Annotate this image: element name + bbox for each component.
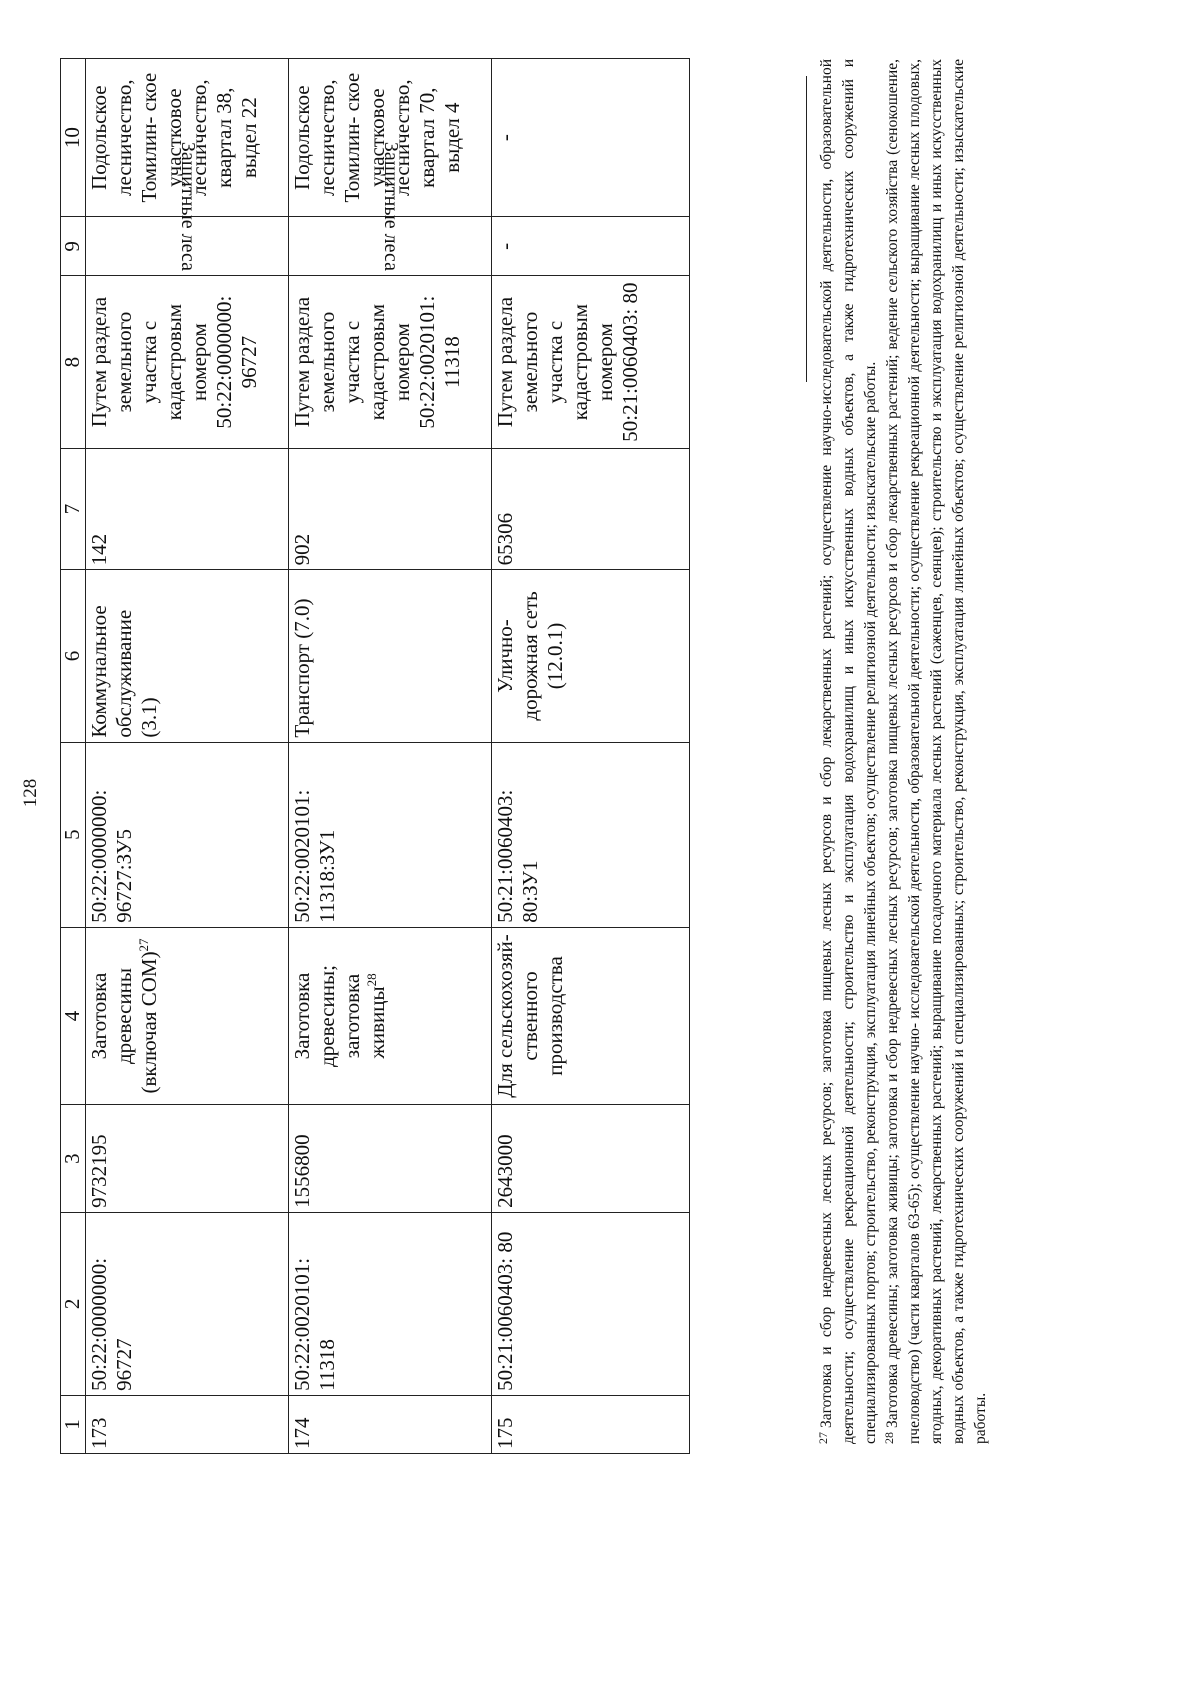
land-plots-table bbox=[60, 58, 690, 1454]
column-header: 2 bbox=[61, 1212, 86, 1395]
page-number: 128 bbox=[20, 778, 41, 808]
forest-use-text: Заготовка древесины (включая СОМ) bbox=[87, 951, 161, 1094]
footnotes bbox=[816, 59, 992, 1444]
column-number-row bbox=[61, 59, 86, 1454]
column-header: 10 bbox=[61, 59, 86, 217]
table-row bbox=[289, 59, 492, 1454]
permitted-use-cell: Коммунальное обслуживание (3.1) bbox=[86, 570, 289, 742]
column-header: 5 bbox=[61, 742, 86, 927]
plot-designation-cell: 50:21:0060403: 80:ЗУ1 bbox=[492, 742, 690, 927]
plot-designation-cell: 50:22:0020101: 11318:ЗУ1 bbox=[289, 742, 492, 927]
footnote-27 bbox=[816, 59, 882, 1444]
forest-use-cell bbox=[86, 927, 289, 1105]
location-cell: Подольское лесничество, Томилин- ское участковое лесничество, квартал 70, выдел 4 bbox=[289, 59, 492, 217]
column-header: 9 bbox=[61, 217, 86, 276]
plot-area-cell: 142 bbox=[86, 448, 289, 570]
cadastral-number-cell: 50:21:0060403: 80 bbox=[492, 1212, 690, 1395]
footnote-text: Заготовка и сбор недревесных лесных ресурсов; заготовка пищевых лесных ресурсов и сбор лекарственных растений; осуществление научно-исследовательской деятельности, образовательной деятельности; осуществление рекреационной деятельности; строительство и эксплуатация водохранилищ и иных искусственных водных объектов, а также гидротехнических сооружений и специализированных портов; строительство, реконструкция, эксплуатация линейных объектов; осуществление религиозной деятельности; изыскательские работы. bbox=[818, 59, 879, 1444]
footnote-separator bbox=[806, 76, 807, 382]
formation-method-cell: Путем раздела земельного участка с кадастровым номером 50:22:0000000: 96727 bbox=[86, 276, 289, 448]
forest-category-text: Защитные леса bbox=[380, 142, 402, 272]
forest-category-cell bbox=[492, 217, 690, 276]
permitted-use-cell: Транспорт (7.0) bbox=[289, 570, 492, 742]
row-number-cell: 175 bbox=[492, 1395, 690, 1453]
footnote-28 bbox=[882, 59, 992, 1444]
footnote-number: 28 bbox=[882, 1432, 896, 1444]
plot-area-cell: 65306 bbox=[492, 448, 690, 570]
location-cell: Подольское лесничество, Томилин- ское участковое лесничество, квартал 38, выдел 22 bbox=[86, 59, 289, 217]
table-row bbox=[86, 59, 289, 1454]
permitted-use-cell: Улично- дорожная сеть (12.0.1) bbox=[492, 570, 690, 742]
column-header: 3 bbox=[61, 1105, 86, 1213]
forest-use-text: Для сельскохозяй- ственного производства bbox=[493, 934, 567, 1098]
cadastral-number-cell: 50:22:0020101: 11318 bbox=[289, 1212, 492, 1395]
area-cell: 1556800 bbox=[289, 1105, 492, 1213]
formation-method-cell: Путем раздела земельного участка с кадастровым номером 50:22:0020101: 11318 bbox=[289, 276, 492, 448]
footnote-text: Заготовка древесины; заготовка живицы; заготовка и сбор недревесных лесных ресурсов; заготовка пищевых лесных ресурсов и сбор лекарственных растений; ведение сельского хозяйства (сенокошение, пчеловодство) (части кварталов 63-65); осуществление научно- исследовательской деятельности, образовательной деятельности; осуществление рекреационной деятельности; выращивание лесных плодовых, ягодных, декоративных растений, лекарственных растений; выращивание посадочного материала лесных растений (саженцев, сеянцев); строительство и эксплуатация водохранилищ и иных искусственных водных объектов, а также гидротехнических сооружений и специализированных; строительство, реконструкция, эксплуатация линейных объектов; осуществление религиозной деятельности; изыскательские работы. bbox=[884, 59, 989, 1444]
cadastral-number-cell: 50:22:0000000: 96727 bbox=[86, 1212, 289, 1395]
row-number-cell: 174 bbox=[289, 1395, 492, 1453]
formation-method-cell: Путем раздела земельного участка с кадастровым номером 50:21:0060403: 80 bbox=[492, 276, 690, 448]
forest-use-text: Заготовка древесины; заготовка живицы bbox=[290, 965, 389, 1067]
plot-area-cell: 902 bbox=[289, 448, 492, 570]
area-cell: 9732195 bbox=[86, 1105, 289, 1213]
forest-use-cell bbox=[492, 927, 690, 1105]
footnote-number: 27 bbox=[816, 1432, 830, 1444]
forest-category-text: Защитные леса bbox=[177, 142, 199, 272]
column-header: 8 bbox=[61, 276, 86, 448]
column-header: 7 bbox=[61, 448, 86, 570]
column-header: 4 bbox=[61, 927, 86, 1105]
forest-category-cell bbox=[86, 142, 289, 276]
forest-category-text: - bbox=[493, 242, 517, 250]
table-row bbox=[492, 59, 690, 1454]
column-header: 1 bbox=[61, 1395, 86, 1453]
plot-designation-cell: 50:22:0000000: 96727:ЗУ5 bbox=[86, 742, 289, 927]
location-cell: - bbox=[492, 59, 690, 217]
column-header: 6 bbox=[61, 570, 86, 742]
footnote-ref: 28 bbox=[364, 973, 379, 987]
row-number-cell: 173 bbox=[86, 1395, 289, 1453]
forest-category-cell bbox=[289, 142, 492, 276]
area-cell: 2643000 bbox=[492, 1105, 690, 1213]
rotated-content bbox=[20, 47, 1070, 1562]
forest-use-cell bbox=[289, 927, 492, 1105]
footnote-ref: 27 bbox=[136, 938, 151, 952]
